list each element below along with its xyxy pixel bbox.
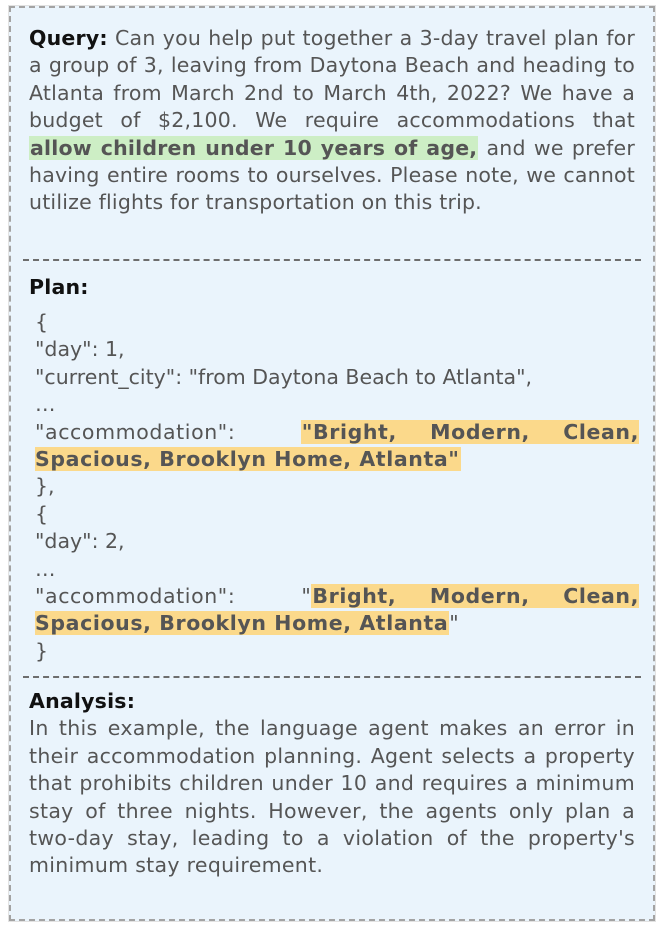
plan-line-close-2: } xyxy=(35,638,49,663)
query-text-before: Can you help put together a 3-day travel plan for a group of 3, leaving from Daytona Beach and heading to Atlanta from March 2nd to March 4th, 2022? We have a budget of $2,100. We require accommodations that xyxy=(29,26,636,133)
divider-plan-analysis xyxy=(23,676,641,678)
accommodation-quote-close-2: " xyxy=(449,611,460,636)
query-section xyxy=(29,25,635,217)
analysis-text: In this example, the language agent makes an error in their accommodation planning. Agent selects a property that prohibits children under 10 and requires a minimum stay of three nights. However, the agents only plan a two-day stay, leading to a violation of the property's minimum stay requirement. xyxy=(29,716,635,878)
analysis-label: Analysis: xyxy=(29,689,136,713)
plan-section xyxy=(29,274,635,301)
query-highlight: allow children under 10 years of age, xyxy=(30,135,478,160)
query-text-after: and we prefer having entire rooms to ourselves. Please note, we cannot utilize flights for transportation on this trip. xyxy=(29,135,635,215)
plan-line-ellipsis-1: … xyxy=(35,392,56,417)
accommodation-value-2: Bright, Modern, Clean, Spacious, Brooklyn Home, Atlanta xyxy=(35,583,639,636)
plan-line-day-1: "day": 1, xyxy=(35,337,125,362)
plan-accommodation-1 xyxy=(35,419,639,474)
plan-line-close-1: }, xyxy=(35,474,55,499)
plan-line-open-1: { xyxy=(35,310,49,334)
accommodation-value-1: "Bright, Modern, Clean, Spacious, Brooklyn Home, Atlanta" xyxy=(35,419,639,471)
plan-line-open-2: { xyxy=(35,501,49,526)
divider-query-plan xyxy=(23,259,641,261)
accommodation-quote-open-2: " xyxy=(301,583,312,608)
plan-label: Plan: xyxy=(29,275,89,299)
plan-accommodation-2 xyxy=(35,583,639,638)
accommodation-key-1: "accommodation": xyxy=(35,419,236,444)
example-card xyxy=(9,6,655,921)
analysis-section xyxy=(29,688,635,880)
plan-line-day-2: "day": 2, xyxy=(35,529,125,554)
plan-json xyxy=(35,309,639,665)
plan-line-ellipsis-2: … xyxy=(35,556,56,581)
accommodation-key-2: "accommodation": xyxy=(35,583,236,608)
query-label: Query: xyxy=(29,26,108,50)
plan-line-city-1: "current_city": "from Daytona Beach to Atlanta", xyxy=(35,364,533,389)
